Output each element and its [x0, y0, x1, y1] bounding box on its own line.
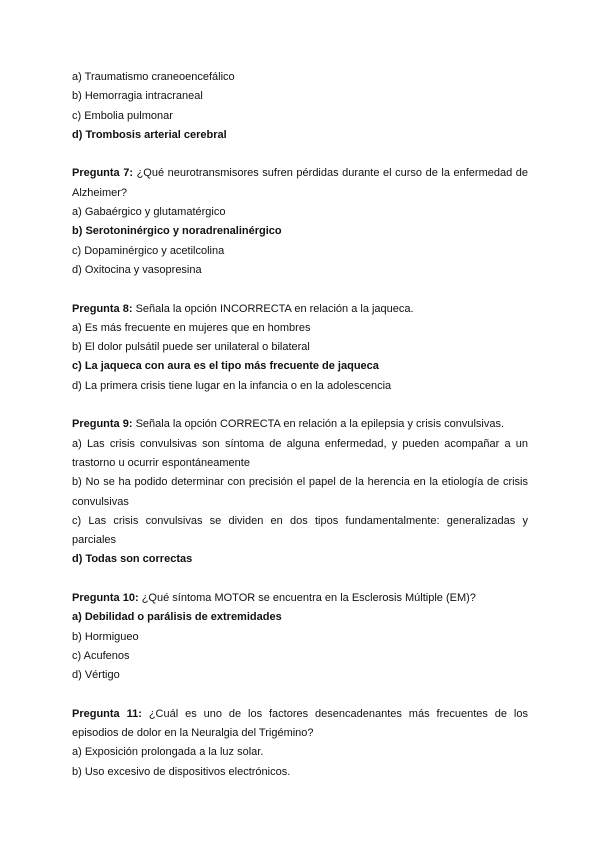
question-11: [72, 705, 528, 782]
option-correct: c) La jaqueca con aura es el tipo más frecuente de jaqueca: [72, 360, 379, 373]
question-text: ¿Qué síntoma MOTOR se encuentra en la Esclerosis Múltiple (EM)?: [141, 592, 476, 605]
option: a) Gabaérgico y glutamatérgico: [72, 206, 226, 219]
option: b) El dolor pulsátil puede ser unilateral o bilateral: [72, 341, 310, 354]
option: c) Las crisis convulsivas se dividen en dos tipos fundamentalmente: generalizadas y parciales: [72, 514, 528, 547]
question-label: Pregunta 10:: [72, 592, 139, 605]
question-text: Señala la opción INCORRECTA en relación a la jaqueca.: [135, 302, 414, 315]
option: a) Es más frecuente en mujeres que en hombres: [72, 321, 311, 334]
document-page: [72, 68, 528, 782]
question-text: ¿Qué neurotransmisores sufren pérdidas durante el curso de la enfermedad de Alzheimer?: [72, 167, 528, 199]
question-header: [72, 705, 528, 744]
question-10: [72, 589, 528, 685]
option: c) Acufenos: [72, 649, 130, 662]
question-header: [72, 164, 528, 203]
question-text: ¿Cuál es uno de los factores desencadenantes más frecuentes de los episodios de dolor en la Neuralgia del Trigémino?: [72, 707, 528, 740]
option: c) Dopaminérgico y acetilcolina: [72, 244, 225, 257]
option-correct: d) Todas son correctas: [72, 553, 193, 566]
option-correct: d) Trombosis arterial cerebral: [72, 128, 227, 141]
prev-question-options: [72, 68, 528, 145]
option: d) La primera crisis tiene lugar en la infancia o en la adolescencia: [72, 379, 392, 392]
question-header: [72, 300, 528, 319]
option: a) Traumatismo craneoencefálico: [72, 71, 235, 83]
option: b) Uso excesivo de dispositivos electrónicos.: [72, 765, 291, 778]
option: b) Hormigueo: [72, 630, 139, 643]
option: d) Oxitocina y vasopresina: [72, 263, 202, 276]
option-correct: a) Debilidad o parálisis de extremidades: [72, 611, 282, 624]
option: d) Vértigo: [72, 669, 120, 682]
question-8: [72, 300, 528, 396]
question-text: Señala la opción CORRECTA en relación a la epilepsia y crisis convulsivas.: [135, 418, 505, 431]
option: a) Las crisis convulsivas son síntoma de alguna enfermedad, y pueden acompañar a un trastorno u ocurrir espontáneamente: [72, 437, 528, 469]
question-label: Pregunta 11:: [72, 707, 142, 720]
question-header: [72, 415, 528, 434]
question-label: Pregunta 7:: [72, 167, 134, 180]
option: b) Hemorragia intracraneal: [72, 90, 203, 103]
question-label: Pregunta 8:: [72, 302, 133, 315]
question-9: [72, 415, 528, 569]
option: c) Embolia pulmonar: [72, 109, 173, 122]
question-header: [72, 589, 528, 608]
option-correct: b) Serotoninérgico y noradrenalinérgico: [72, 225, 282, 238]
question-label: Pregunta 9:: [72, 418, 133, 431]
option: b) No se ha podido determinar con precisión el papel de la herencia en la etiología de crisis convulsivas: [72, 476, 528, 508]
question-7: [72, 164, 528, 280]
option: a) Exposición prolongada a la luz solar.: [72, 746, 264, 759]
